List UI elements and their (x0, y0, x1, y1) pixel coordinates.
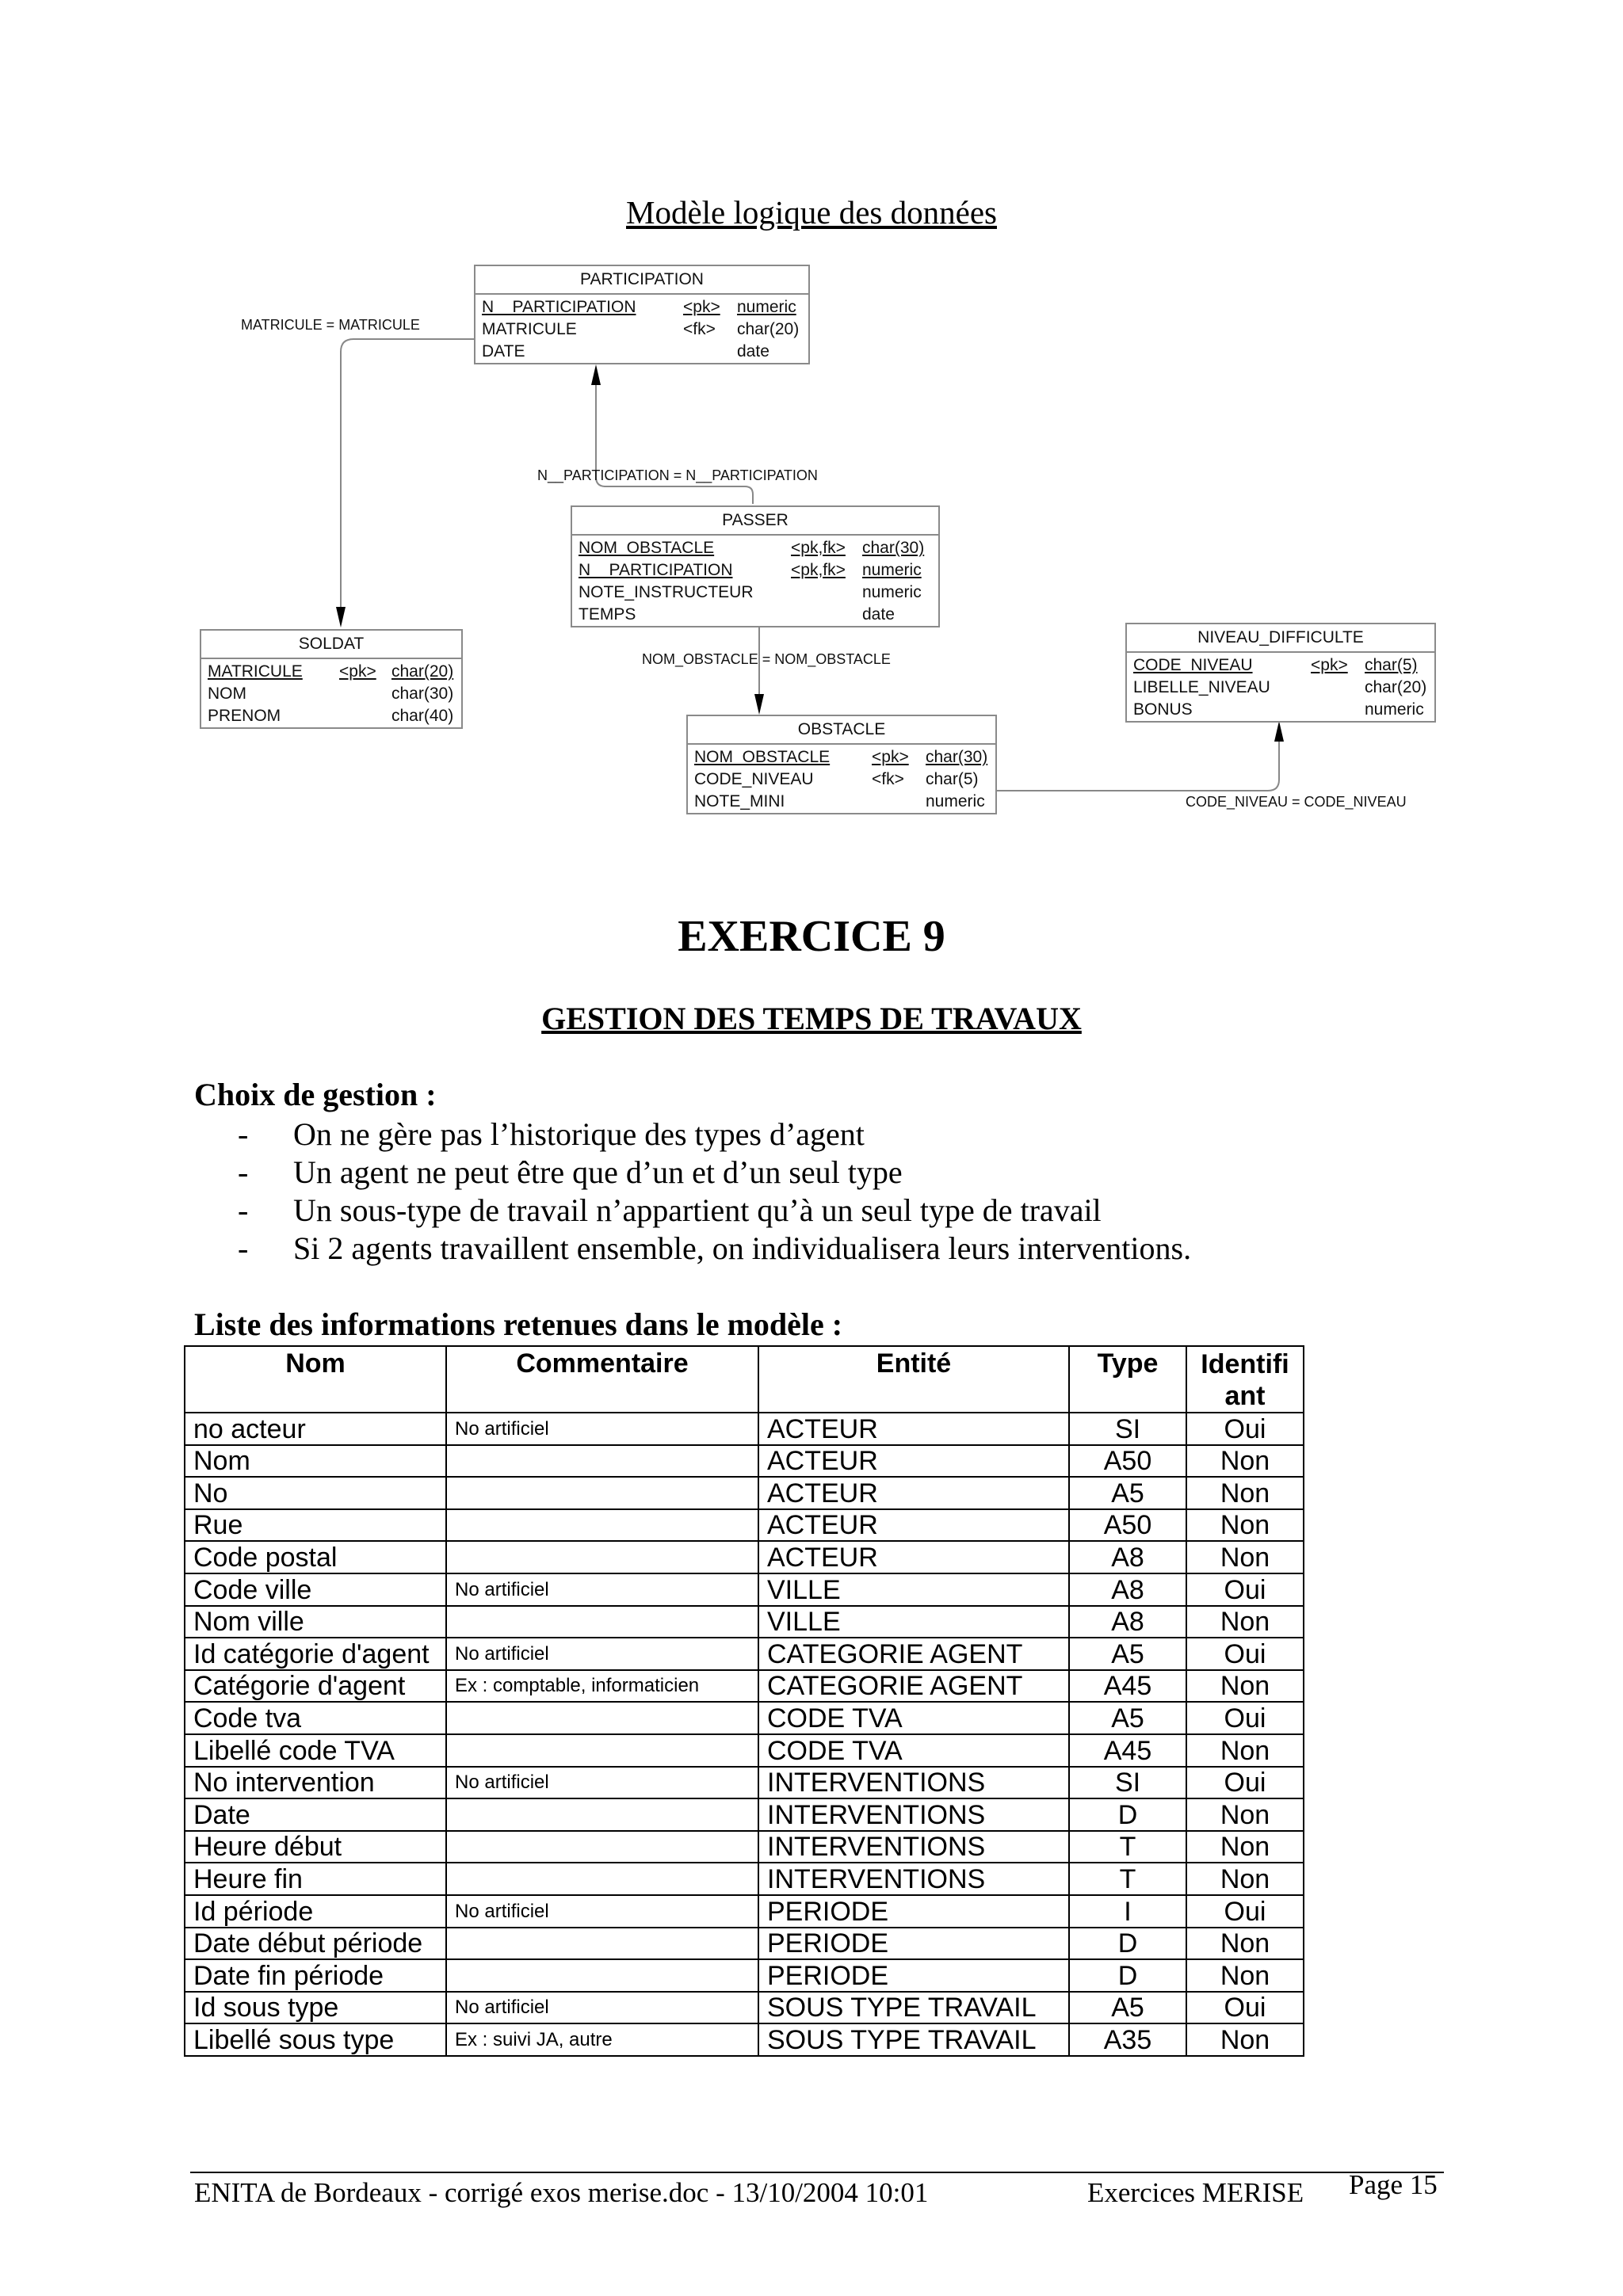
table-row (185, 1863, 1304, 1895)
information-table (184, 1345, 1304, 2057)
cell-entite: ACTEUR (758, 1413, 1069, 1445)
cell-entite: CATEGORIE AGENT (758, 1670, 1069, 1703)
cell-nom: Libellé code TVA (185, 1734, 446, 1767)
cell-commentaire (446, 1606, 758, 1638)
entity-row: DATE date (482, 342, 769, 360)
entity-name: NIVEAU_DIFFICULTE (1127, 624, 1434, 653)
cell-type: A8 (1069, 1606, 1186, 1638)
cell-type: A8 (1069, 1573, 1186, 1606)
cell-nom: Nom ville (185, 1606, 446, 1638)
table-row (185, 1959, 1304, 1992)
footer-divider (190, 2172, 1444, 2173)
cell-entite: ACTEUR (758, 1541, 1069, 1573)
cell-identifiant: Oui (1186, 1413, 1304, 1445)
cell-entite: ACTEUR (758, 1445, 1069, 1478)
cell-nom: Date fin période (185, 1959, 446, 1992)
cell-entite: VILLE (758, 1573, 1069, 1606)
cell-nom: Code tva (185, 1702, 446, 1734)
cell-identifiant: Non (1186, 1734, 1304, 1767)
entity-row: N__PARTICIPATION <pk,fk> numeric (579, 561, 922, 579)
cell-entite: PERIODE (758, 1895, 1069, 1928)
header-type: Type (1069, 1346, 1186, 1413)
relation-label-participation: N__PARTICIPATION = N__PARTICIPATION (537, 467, 818, 483)
cell-identifiant: Non (1186, 1606, 1304, 1638)
cell-type: T (1069, 1863, 1186, 1895)
cell-commentaire: No artificiel (446, 1413, 758, 1445)
table-row (185, 1734, 1304, 1767)
header-commentaire: Commentaire (446, 1346, 758, 1413)
entity-row: NOM char(30) (208, 685, 454, 703)
cell-identifiant: Non (1186, 1831, 1304, 1863)
cell-type: A5 (1069, 1477, 1186, 1509)
cell-identifiant: Oui (1186, 1638, 1304, 1670)
table-row (185, 1413, 1304, 1445)
cell-commentaire: No artificiel (446, 1638, 758, 1670)
entity-niveau-difficulte (1125, 623, 1436, 723)
cell-commentaire: No artificiel (446, 1895, 758, 1928)
cell-entite: SOUS TYPE TRAVAIL (758, 2023, 1069, 2056)
cell-type: A5 (1069, 1992, 1186, 2024)
cell-identifiant: Non (1186, 1959, 1304, 1992)
cell-entite: CATEGORIE AGENT (758, 1638, 1069, 1670)
table-row (185, 1798, 1304, 1831)
cell-entite: CODE TVA (758, 1702, 1069, 1734)
cell-identifiant: Non (1186, 2023, 1304, 2056)
cell-entite: PERIODE (758, 1928, 1069, 1960)
entity-row: NOTE_MINI numeric (694, 792, 985, 810)
entity-passer (571, 505, 940, 627)
cell-commentaire (446, 1863, 758, 1895)
cell-nom: Date (185, 1798, 446, 1831)
entity-row: CODE_NIVEAU <fk> char(5) (694, 770, 979, 788)
choix-list (238, 1116, 1191, 1268)
cell-type: A35 (1069, 2023, 1186, 2056)
entity-row: TEMPS date (579, 605, 895, 624)
cell-identifiant: Oui (1186, 1767, 1304, 1799)
cell-commentaire (446, 1509, 758, 1542)
relation-label-matricule: MATRICULE = MATRICULE (241, 317, 420, 333)
table-row (185, 1573, 1304, 1606)
cell-commentaire: No artificiel (446, 1992, 758, 2024)
connector-participation (596, 380, 753, 504)
cell-type: D (1069, 1798, 1186, 1831)
arrow-to-soldat (336, 607, 346, 627)
connector-niveau (995, 740, 1279, 791)
cell-type: I (1069, 1895, 1186, 1928)
table-header-row (185, 1346, 1304, 1413)
entity-name: PASSER (572, 507, 938, 536)
list-item: - Si 2 agents travaillent ensemble, on individualisera leurs interventions. (238, 1230, 1192, 1266)
entity-name: PARTICIPATION (475, 266, 808, 295)
entity-row: NOM_OBSTACLE <pk> char(30) (694, 748, 988, 766)
entity-row: MATRICULE <pk> char(20) (208, 662, 454, 681)
cell-type: T (1069, 1831, 1186, 1863)
cell-nom: Rue (185, 1509, 446, 1542)
entity-soldat (200, 629, 463, 729)
cell-nom: Libellé sous type (185, 2023, 446, 2056)
cell-nom: No intervention (185, 1767, 446, 1799)
cell-identifiant: Oui (1186, 1895, 1304, 1928)
header-nom: Nom (185, 1346, 446, 1413)
relation-label-niveau: CODE_NIVEAU = CODE_NIVEAU (1186, 794, 1407, 810)
cell-nom: Heure fin (185, 1863, 446, 1895)
connector-matricule (341, 339, 474, 610)
table-row (185, 1831, 1304, 1863)
cell-commentaire (446, 1798, 758, 1831)
cell-entite: INTERVENTIONS (758, 1767, 1069, 1799)
cell-entite: ACTEUR (758, 1477, 1069, 1509)
entity-row: NOTE_INSTRUCTEUR numeric (579, 583, 922, 601)
cell-nom: Id catégorie d'agent (185, 1638, 446, 1670)
list-item: - Un agent ne peut être que d’un et d’un seul type (238, 1154, 903, 1190)
arrow-to-obstacle (754, 694, 764, 715)
cell-identifiant: Non (1186, 1670, 1304, 1703)
cell-type: SI (1069, 1767, 1186, 1799)
cell-nom: No (185, 1477, 446, 1509)
cell-type: A45 (1069, 1670, 1186, 1703)
cell-entite: PERIODE (758, 1959, 1069, 1992)
relation-label-obstacle: NOM_OBSTACLE = NOM_OBSTACLE (642, 651, 891, 667)
table-row (185, 1895, 1304, 1928)
cell-identifiant: Non (1186, 1509, 1304, 1542)
cell-nom: Code ville (185, 1573, 446, 1606)
cell-commentaire: No artificiel (446, 1767, 758, 1799)
entity-name: OBSTACLE (688, 716, 995, 745)
cell-type: D (1069, 1959, 1186, 1992)
entity-row: N__PARTICIPATION <pk> numeric (482, 298, 796, 316)
cell-identifiant: Non (1186, 1863, 1304, 1895)
choix-heading: Choix de gestion : (194, 1077, 437, 1112)
table-row (185, 1670, 1304, 1703)
table-row (185, 1445, 1304, 1478)
table-row (185, 1606, 1304, 1638)
entity-row: BONUS numeric (1133, 700, 1424, 719)
cell-type: A8 (1069, 1541, 1186, 1573)
cell-commentaire (446, 1831, 758, 1863)
cell-identifiant: Non (1186, 1541, 1304, 1573)
cell-identifiant: Oui (1186, 1992, 1304, 2024)
cell-entite: ACTEUR (758, 1509, 1069, 1542)
footer-page-number: Page 15 (1349, 2169, 1438, 2200)
cell-entite: INTERVENTIONS (758, 1863, 1069, 1895)
cell-type: A50 (1069, 1445, 1186, 1478)
table-row (185, 1992, 1304, 2024)
entity-participation (474, 265, 810, 364)
cell-commentaire (446, 1445, 758, 1478)
cell-commentaire (446, 1959, 758, 1992)
header-identifiant: Identifi ant (1186, 1346, 1304, 1413)
entity-obstacle (686, 715, 997, 814)
cell-commentaire (446, 1541, 758, 1573)
cell-entite: SOUS TYPE TRAVAIL (758, 1992, 1069, 2024)
cell-nom: Id période (185, 1895, 446, 1928)
entity-row: LIBELLE_NIVEAU char(20) (1133, 678, 1427, 696)
cell-identifiant: Non (1186, 1477, 1304, 1509)
cell-type: SI (1069, 1413, 1186, 1445)
exercise-subtitle: GESTION DES TEMPS DE TRAVAUX (541, 1001, 1082, 1036)
cell-entite: VILLE (758, 1606, 1069, 1638)
cell-nom: Heure début (185, 1831, 446, 1863)
cell-entite: CODE TVA (758, 1734, 1069, 1767)
cell-identifiant: Non (1186, 1928, 1304, 1960)
cell-type: D (1069, 1928, 1186, 1960)
cell-commentaire: No artificiel (446, 1573, 758, 1606)
table-row (185, 1477, 1304, 1509)
entity-row: CODE_NIVEAU <pk> char(5) (1133, 656, 1418, 674)
table-body (185, 1413, 1304, 2056)
table-row (185, 2023, 1304, 2056)
cell-nom: Id sous type (185, 1992, 446, 2024)
table-row (185, 1928, 1304, 1960)
mld-title: Modèle logique des données (626, 194, 997, 231)
cell-entite: INTERVENTIONS (758, 1831, 1069, 1863)
cell-type: A5 (1069, 1702, 1186, 1734)
cell-type: A45 (1069, 1734, 1186, 1767)
table-row (185, 1509, 1304, 1542)
table-row (185, 1702, 1304, 1734)
cell-commentaire: Ex : comptable, informaticien (446, 1670, 758, 1703)
cell-identifiant: Oui (1186, 1702, 1304, 1734)
footer-document-info: ENITA de Bordeaux - corrigé exos merise.doc - 13/10/2004 10:01 (194, 2177, 929, 2208)
cell-commentaire (446, 1477, 758, 1509)
cell-nom: Date début période (185, 1928, 446, 1960)
header-entite: Entité (758, 1346, 1069, 1413)
cell-commentaire: Ex : suivi JA, autre (446, 2023, 758, 2056)
entity-row: PRENOM char(40) (208, 707, 454, 725)
table-row (185, 1638, 1304, 1670)
cell-nom: Code postal (185, 1541, 446, 1573)
entity-row: MATRICULE <fk> char(20) (482, 320, 800, 338)
entity-name: SOLDAT (201, 631, 461, 659)
cell-commentaire (446, 1702, 758, 1734)
list-heading: Liste des informations retenues dans le modèle : (194, 1306, 843, 1342)
cell-nom: Catégorie d'agent (185, 1670, 446, 1703)
cell-identifiant: Non (1186, 1445, 1304, 1478)
cell-commentaire (446, 1928, 758, 1960)
cell-commentaire (446, 1734, 758, 1767)
list-item: - On ne gère pas l’historique des types d’agent (238, 1116, 865, 1152)
list-item: - Un sous-type de travail n’appartient qu’à un seul type de travail (238, 1192, 1102, 1228)
footer-course-title: Exercices MERISE (1087, 2177, 1304, 2208)
arrow-to-participation (591, 364, 601, 385)
cell-nom: Nom (185, 1445, 446, 1478)
cell-nom: no acteur (185, 1413, 446, 1445)
table-row (185, 1767, 1304, 1799)
table-row (185, 1541, 1304, 1573)
entity-row: NOM_OBSTACLE <pk,fk> char(30) (579, 539, 925, 557)
exercise-title: EXERCICE 9 (678, 912, 945, 961)
cell-identifiant: Oui (1186, 1573, 1304, 1606)
cell-identifiant: Non (1186, 1798, 1304, 1831)
cell-type: A50 (1069, 1509, 1186, 1542)
cell-entite: INTERVENTIONS (758, 1798, 1069, 1831)
cell-type: A5 (1069, 1638, 1186, 1670)
